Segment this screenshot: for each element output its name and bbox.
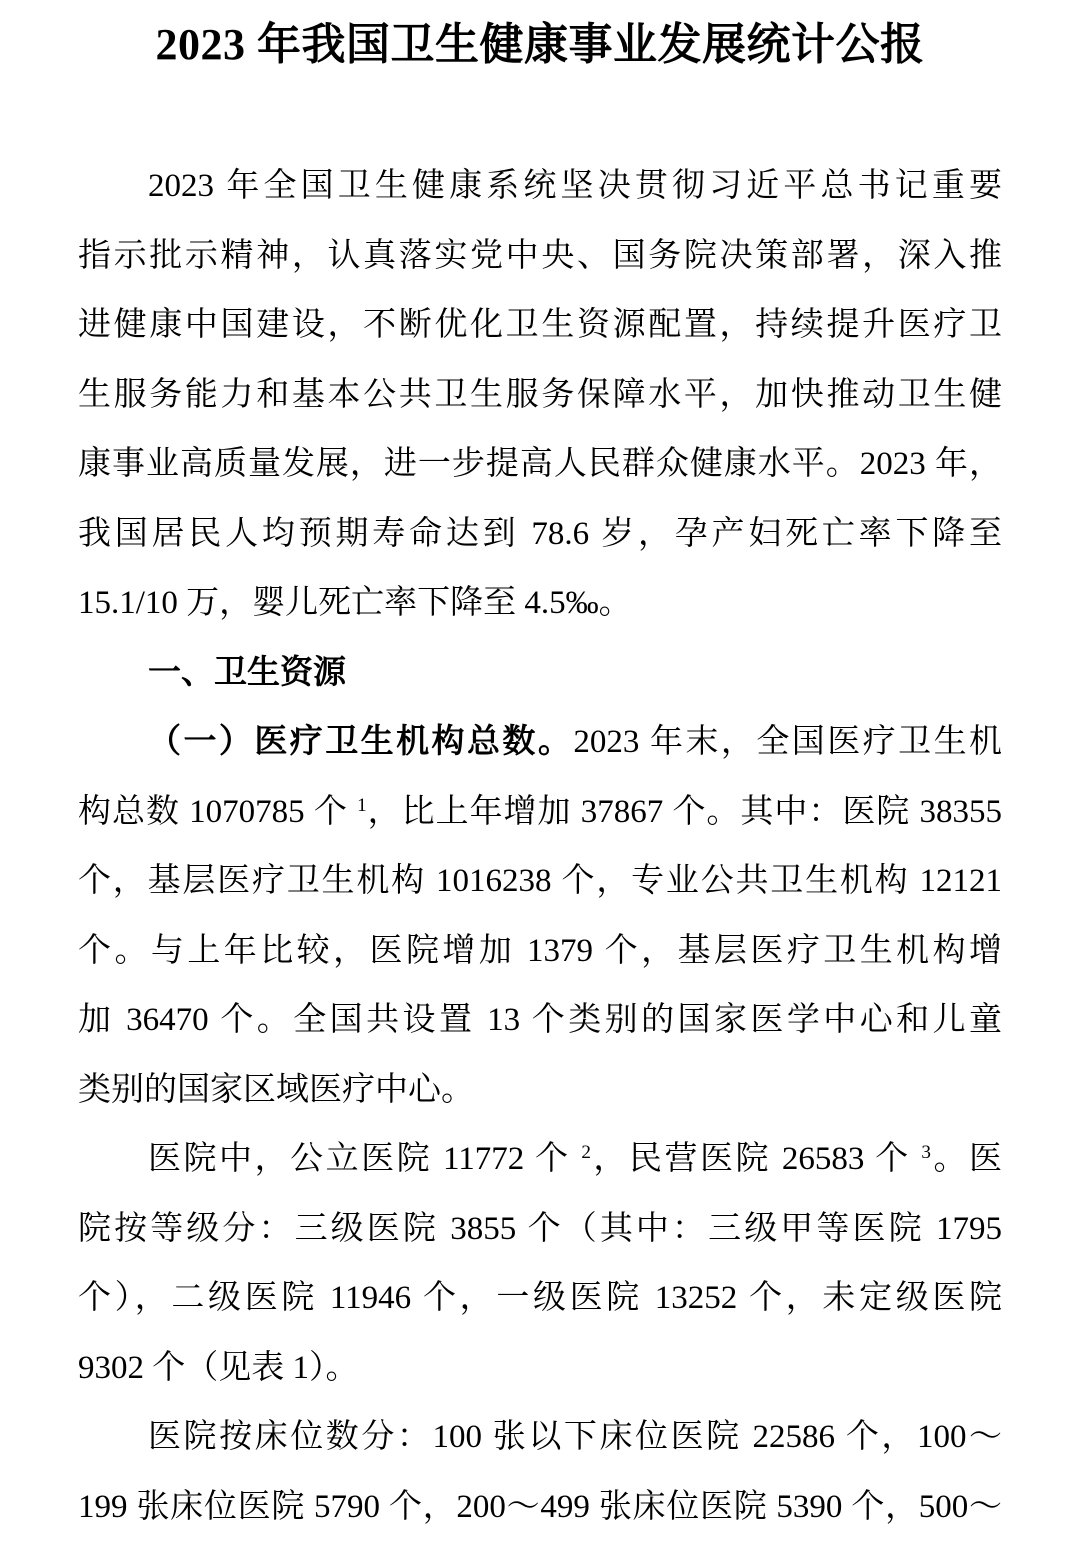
paragraph-line: 类别的国家区域医疗中心。	[78, 1071, 474, 1108]
footnote-marker: 2	[581, 1142, 591, 1164]
paragraph-line: 我国居民人均预期寿命达到 78.6 岁，孕产妇死亡率下降至	[78, 515, 1002, 552]
hospitals-by-grade-paragraph	[78, 1125, 1002, 1403]
paragraph-line: 2023 年全国卫生健康系统坚决贯彻习近平总书记重要	[148, 168, 1002, 204]
text-segment: 2023 年末，全国医疗卫生机	[573, 724, 1003, 760]
text-segment: 构总数 1070785 个	[78, 793, 358, 830]
paragraph-line	[78, 708, 1002, 778]
text-segment: ，比上年增加 37867 个。其中：医院 38355	[366, 793, 1003, 830]
paragraph-line: 199 张床位医院 5790 个，200～499 张床位医院 5390 个，500～	[78, 1488, 1003, 1525]
footnote-marker: 1	[357, 794, 367, 816]
paragraph-lead: （一）医疗卫生机构总数。	[148, 724, 574, 760]
paragraph-line: 康事业高质量发展，进一步提高人民群众健康水平。2023 年，	[78, 446, 1002, 482]
page-title: 2023 年我国卫生健康事业发展统计公报	[155, 20, 925, 69]
paragraph-line: 加 36470 个。全国共设置 13 个类别的国家医学中心和儿童	[78, 1002, 1002, 1038]
paragraph-line: 生服务能力和基本公共卫生服务保障水平，加快推动卫生健	[78, 376, 1002, 413]
hospitals-by-beds-paragraph	[78, 1403, 1002, 1542]
paragraph-line	[78, 778, 1002, 848]
paragraph-line: 院按等级分：三级医院 3855 个（其中：三级甲等医院 1795	[78, 1210, 1002, 1247]
paragraph-line: 个，基层医疗卫生机构 1016238 个，专业公共卫生机构 12121	[78, 863, 1002, 899]
institutions-total-paragraph	[78, 708, 1002, 1125]
paragraph-line: 进健康中国建设，不断优化卫生资源配置，持续提升医疗卫	[78, 307, 1002, 343]
paragraph-line: 个），二级医院 11946 个，一级医院 13252 个，未定级医院	[78, 1280, 1002, 1316]
intro-paragraph	[78, 152, 1002, 639]
paragraph-line: 医院按床位数分：100 张以下床位医院 22586 个，100～	[148, 1419, 1002, 1455]
section-heading: 一、卫生资源	[148, 654, 346, 691]
paragraph-line: 9302 个（见表 1）。	[78, 1349, 359, 1386]
footnote-marker: 3	[921, 1142, 931, 1164]
paragraph-line: 15.1/10 万，婴儿死亡率下降至 4.5‰。	[78, 585, 632, 621]
paragraph-line: 指示批示精神，认真落实党中央、国务院决策部署，深入推	[78, 237, 1002, 274]
paragraph-line: 个。与上年比较，医院增加 1379 个，基层医疗卫生机构增	[78, 932, 1002, 969]
text-segment: ，民营医院 26583 个	[590, 1141, 922, 1177]
text-segment: 。医	[930, 1141, 1003, 1177]
paragraph-line	[78, 1125, 1002, 1195]
document-body	[78, 152, 1002, 1542]
text-segment: 医院中，公立医院 11772 个	[148, 1141, 582, 1177]
